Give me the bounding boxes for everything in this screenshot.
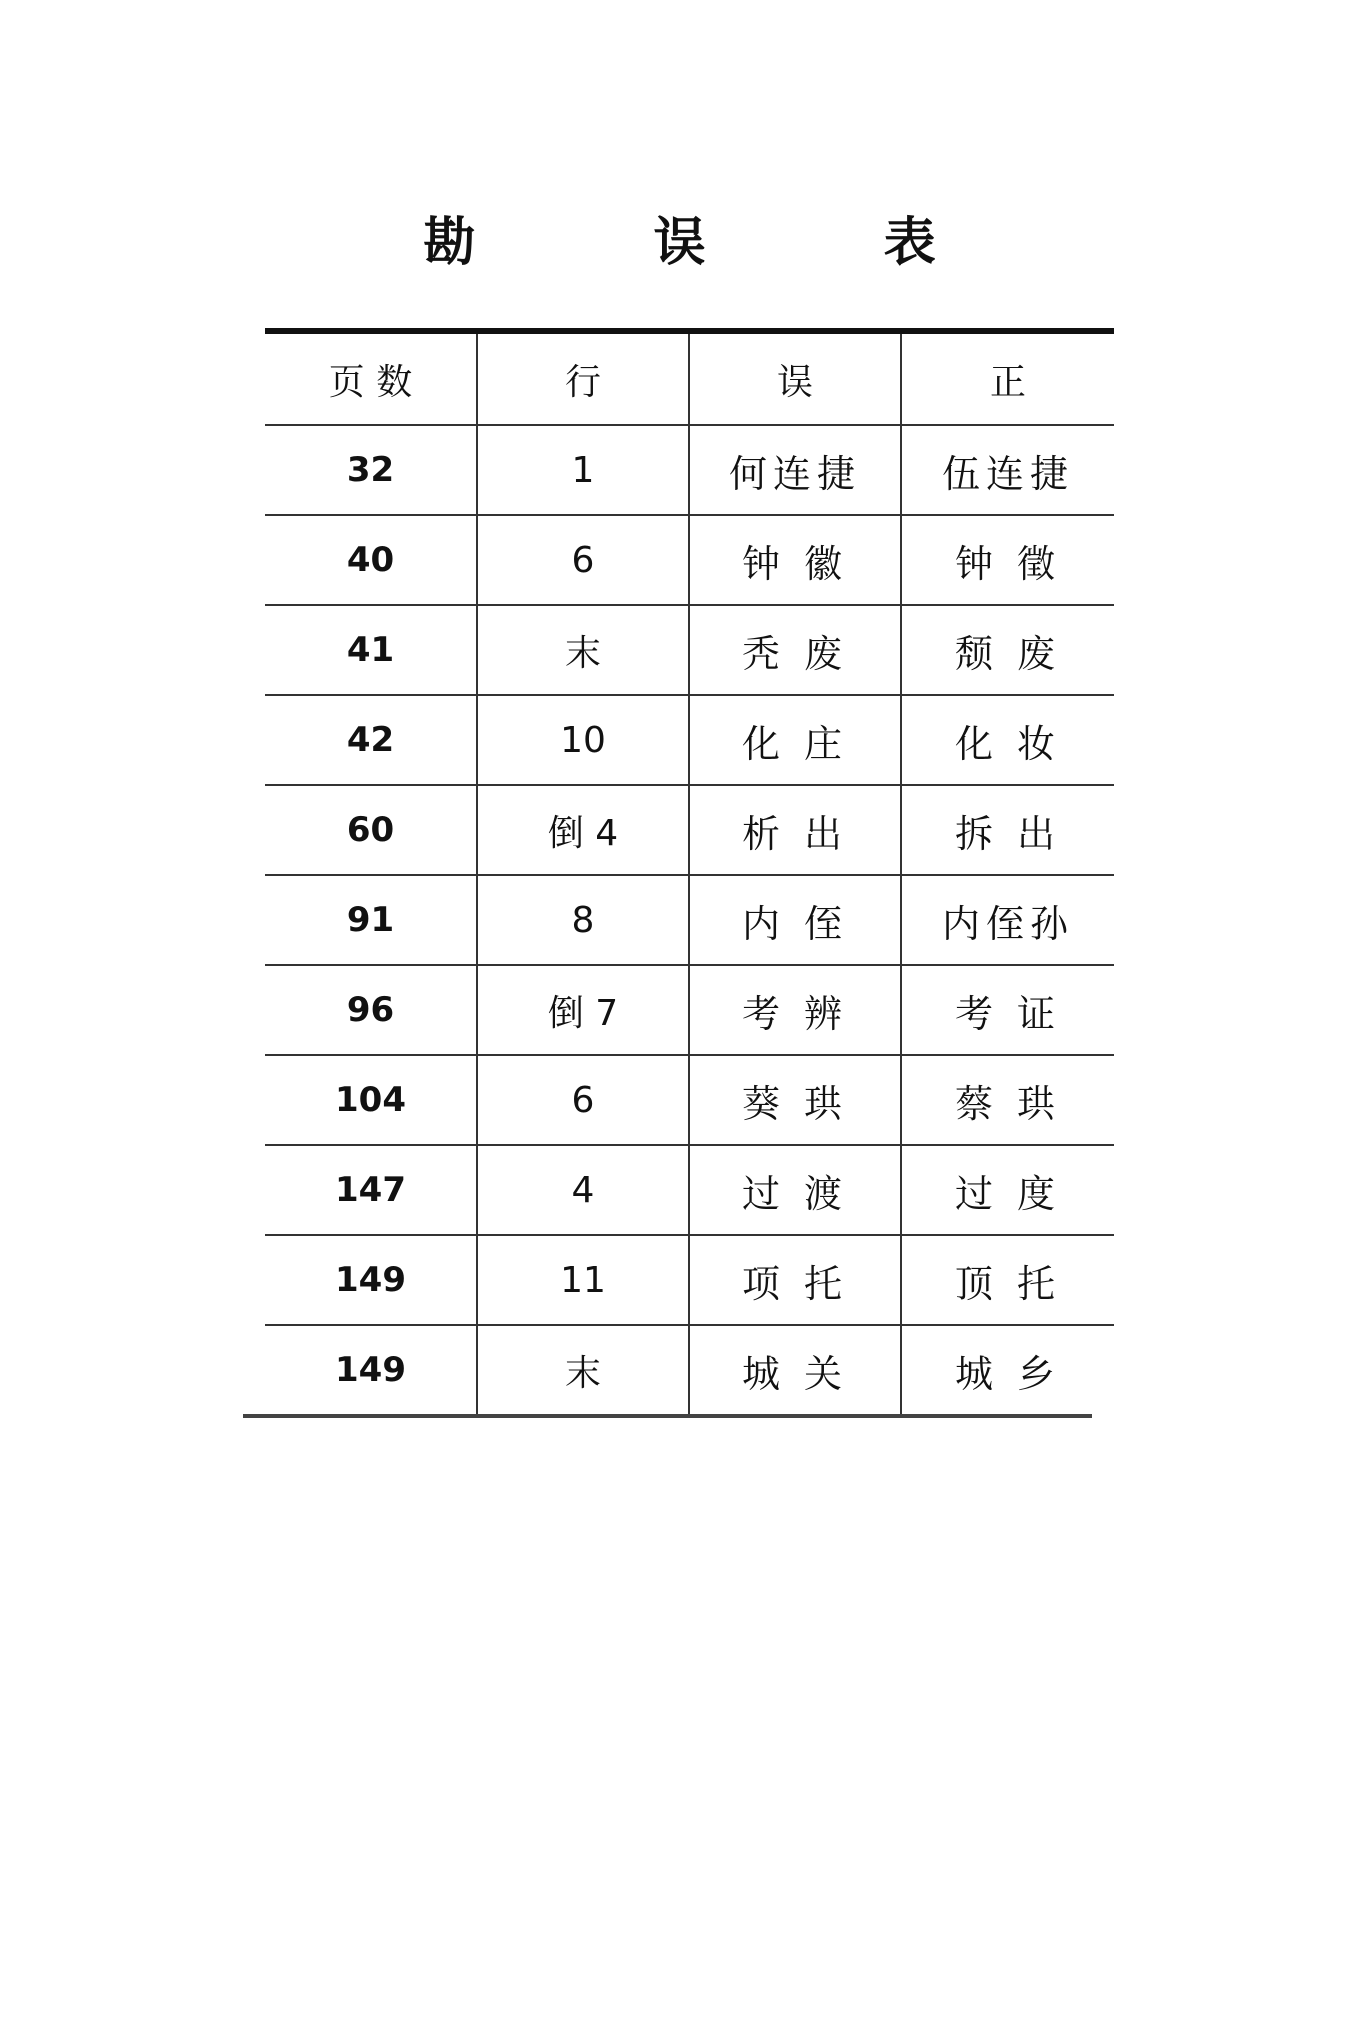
header-wrong: 误 [689, 334, 901, 425]
cell-line: 6 [477, 515, 689, 605]
header-correct: 正 [901, 334, 1114, 425]
cell-page: 149 [335, 1350, 406, 1390]
cell-page: 32 [265, 425, 477, 515]
cell-correct: 顶 托 [901, 1235, 1114, 1325]
cell-page: 96 [265, 965, 477, 1055]
cell-line: 11 [477, 1235, 689, 1325]
cell-wrong: 考 辨 [689, 965, 901, 1055]
cell-page: 149 [265, 1235, 477, 1325]
cell-line: 10 [477, 695, 689, 785]
cell-line: 4 [477, 1145, 689, 1235]
cell-line: 6 [477, 1055, 689, 1145]
cell-wrong: 城 关 [689, 1325, 901, 1414]
cell-line: 倒 7 [477, 965, 689, 1055]
cell-wrong: 何连捷 [689, 425, 901, 515]
cell-correct: 颓 废 [901, 605, 1114, 695]
cell-correct: 伍连捷 [901, 425, 1114, 515]
cell-page: 40 [265, 515, 477, 605]
cell-correct: 内侄孙 [901, 875, 1114, 965]
cell-correct: 钟 徵 [901, 515, 1114, 605]
table-row [265, 1325, 1114, 1414]
cell-wrong: 析 出 [689, 785, 901, 875]
cell-line: 倒 4 [477, 785, 689, 875]
cell-wrong: 内 侄 [689, 875, 901, 965]
table-row [265, 605, 1114, 695]
cell-wrong: 葵 珙 [689, 1055, 901, 1145]
cell-page: 42 [265, 695, 477, 785]
cell-line: 1 [477, 425, 689, 515]
page-title: 勘 误 表 [423, 213, 1016, 273]
cell-correct: 过 度 [901, 1145, 1114, 1235]
cell-correct: 城 乡 [901, 1325, 1114, 1414]
table-row [265, 785, 1114, 875]
header-row [265, 334, 1114, 425]
table-row [265, 1055, 1114, 1145]
cell-page: 147 [265, 1145, 477, 1235]
table-row [265, 515, 1114, 605]
cell-wrong: 秃 废 [689, 605, 901, 695]
cell-line: 末 [477, 1325, 689, 1414]
cell-correct: 拆 出 [901, 785, 1114, 875]
table-row [265, 425, 1114, 515]
cell-wrong: 化 庄 [689, 695, 901, 785]
cell-line: 末 [477, 605, 689, 695]
cell-line: 8 [477, 875, 689, 965]
cell-correct: 化 妆 [901, 695, 1114, 785]
table-row [265, 695, 1114, 785]
cell-wrong: 钟 徽 [689, 515, 901, 605]
errata-table [265, 328, 1114, 1418]
cell-wrong: 项 托 [689, 1235, 901, 1325]
cell-correct: 蔡 珙 [901, 1055, 1114, 1145]
cell-page: 91 [265, 875, 477, 965]
table-row [265, 1145, 1114, 1235]
bottom-rule [243, 1414, 1092, 1418]
header-page: 页 数 [265, 334, 477, 425]
header-line: 行 [477, 334, 689, 425]
cell-page: 104 [265, 1055, 477, 1145]
table-row [265, 875, 1114, 965]
cell-wrong: 过 渡 [689, 1145, 901, 1235]
cell-correct: 考 证 [901, 965, 1114, 1055]
table-row [265, 1235, 1114, 1325]
table-row [265, 965, 1114, 1055]
cell-page: 60 [265, 785, 477, 875]
cell-page: 41 [265, 605, 477, 695]
